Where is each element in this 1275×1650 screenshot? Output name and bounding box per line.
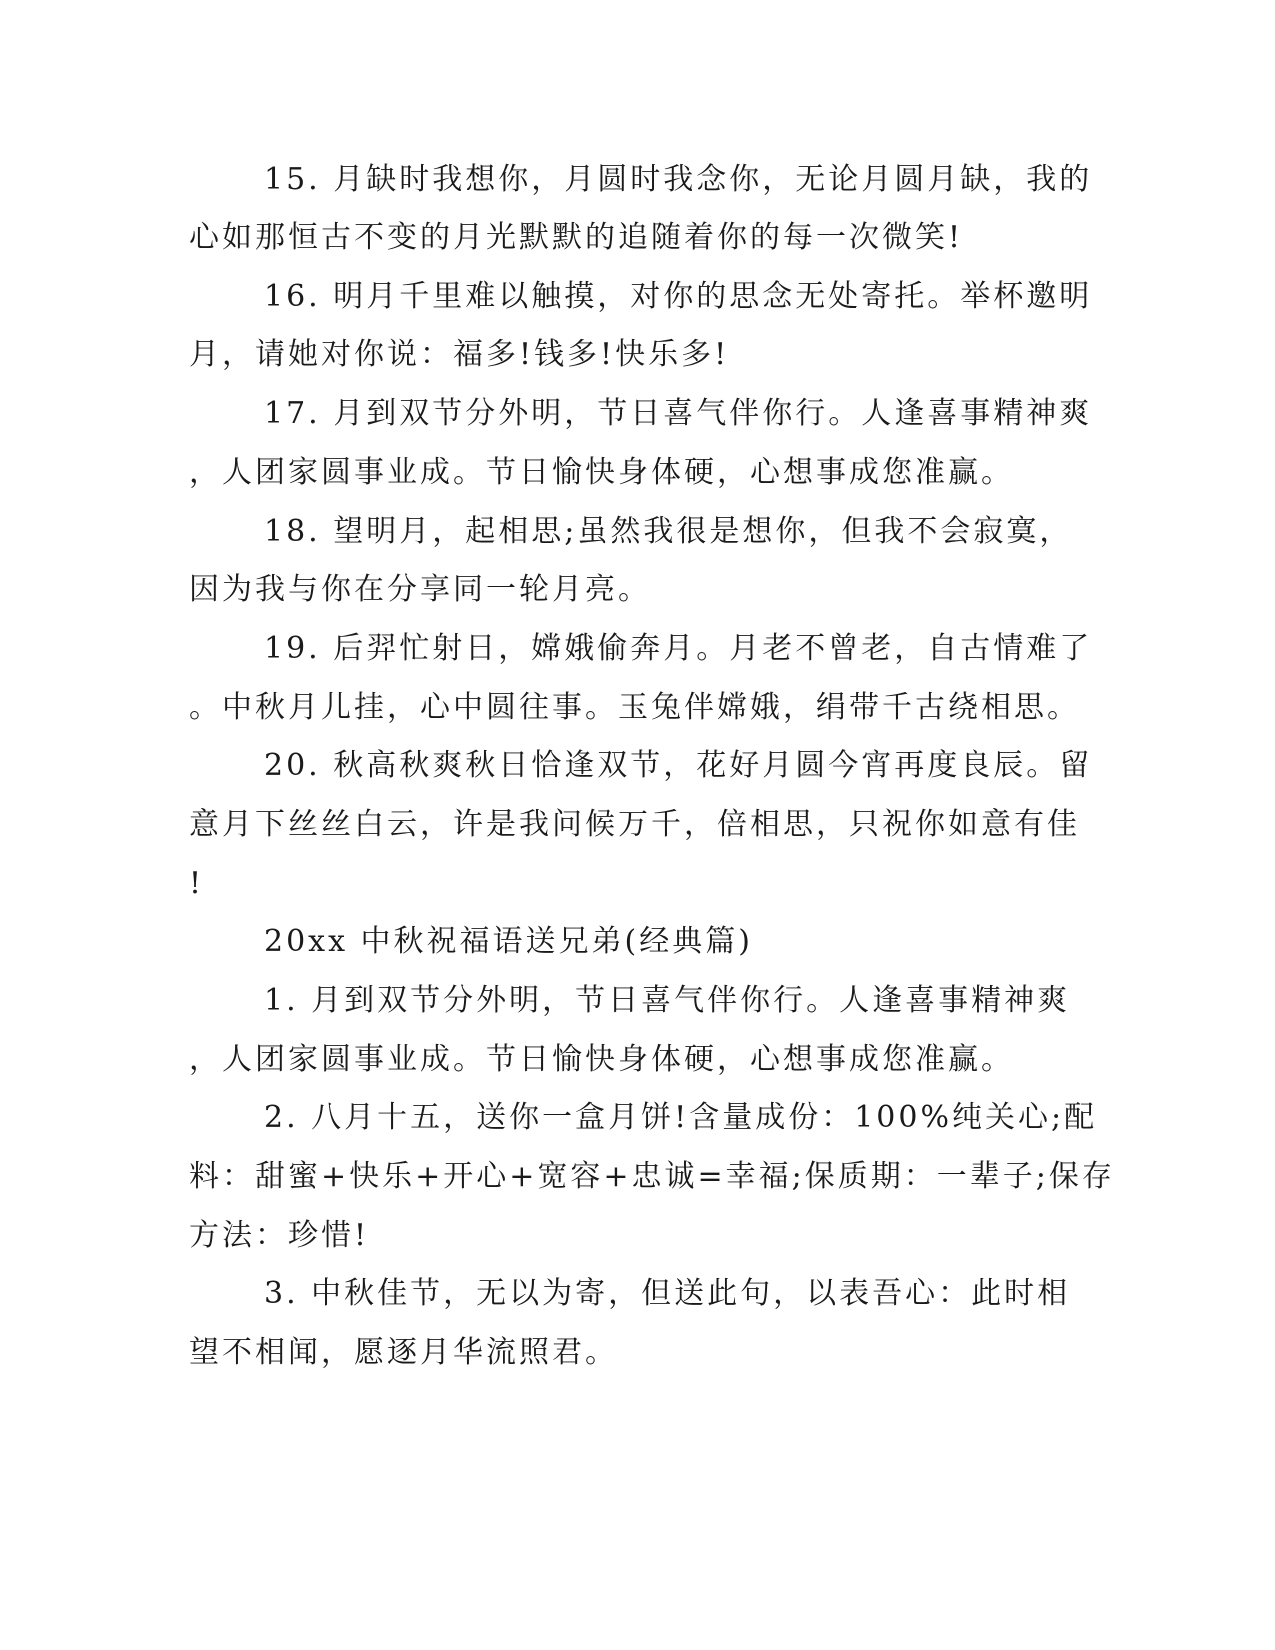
paragraph-line: 因为我与你在分享同一轮月亮。 xyxy=(189,572,651,607)
paragraph-line: 心如那恒古不变的月光默默的追随着你的每一次微笑! xyxy=(189,220,964,255)
paragraph-line: 17. 月到双节分外明，节日喜气伴你行。人逢喜事精神爽 xyxy=(264,396,1093,431)
paragraph-line: 16. 明月千里难以触摸，对你的思念无处寄托。举杯邀明 xyxy=(264,279,1093,314)
paragraph-line: 2. 八月十五，送你一盒月饼!含量成份：100%纯关心;配 xyxy=(264,1100,1098,1135)
paragraph-line: ，人团家圆事业成。节日愉快身体硬，心想事成您准赢。 xyxy=(189,1042,1014,1077)
paragraph-line: 1. 月到双节分外明，节日喜气伴你行。人逢喜事精神爽 xyxy=(264,983,1071,1018)
paragraph-line: 3. 中秋佳节，无以为寄，但送此句，以表吾心：此时相 xyxy=(264,1276,1071,1311)
paragraph-line: 。中秋月儿挂，心中圆往事。玉兔伴嫦娥，绢带千古绕相思。 xyxy=(189,690,1080,725)
paragraph-line: 18. 望明月，起相思;虽然我很是想你，但我不会寂寞， xyxy=(264,514,1073,549)
paragraph-line: 20. 秋高秋爽秋日恰逢双节，花好月圆今宵再度良辰。留 xyxy=(264,748,1093,783)
paragraph-line: 意月下丝丝白云，许是我问候万千，倍相思，只祝你如意有佳 xyxy=(189,807,1080,842)
paragraph-line: 望不相闻，愿逐月华流照君。 xyxy=(189,1335,618,1370)
paragraph-line: 方法：珍惜! xyxy=(189,1218,370,1253)
section-heading: 20xx 中秋祝福语送兄弟(经典篇) xyxy=(264,924,753,959)
paragraph-line: 月，请她对你说：福多!钱多!快乐多! xyxy=(189,337,730,372)
paragraph-line: 19. 后羿忙射日，嫦娥偷奔月。月老不曾老，自古情难了 xyxy=(264,631,1093,666)
paragraph-line: 料：甜蜜+快乐+开心+宽容+忠诚=幸福;保质期：一辈子;保存 xyxy=(189,1159,1115,1194)
paragraph-line: 15. 月缺时我想你，月圆时我念你，无论月圆月缺，我的 xyxy=(264,162,1093,197)
paragraph-line: ，人团家圆事业成。节日愉快身体硬，心想事成您准赢。 xyxy=(189,455,1014,490)
paragraph-line: ! xyxy=(189,866,205,901)
